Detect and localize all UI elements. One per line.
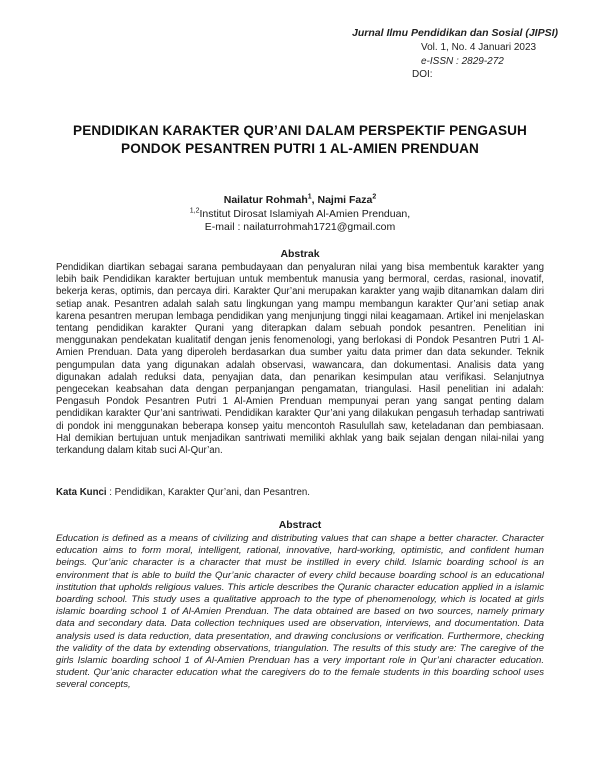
- journal-name: Jurnal Ilmu Pendidikan dan Sosial (JIPSI): [352, 27, 558, 39]
- abstrak-heading: Abstrak: [280, 248, 320, 260]
- affiliation: [0, 208, 600, 220]
- author-affiliation-mark: 1: [307, 193, 312, 201]
- author-name: Nailatur Rohmah: [223, 194, 308, 206]
- title-line-2: PONDOK PESANTREN PUTRI 1 AL-AMIEN PRENDUAN: [121, 141, 479, 156]
- author-name: Najmi Faza: [317, 194, 373, 206]
- author-email: E-mail : nailaturrohmah1721@gmail.com: [204, 221, 396, 233]
- keywords-text: : Pendidikan, Karakter Qur’ani, dan Pesantren.: [106, 487, 310, 498]
- paper-title: [40, 122, 560, 158]
- author-separator: ,: [311, 194, 318, 206]
- abstrak-text: Pendidikan diartikan sebagai sarana pembudayaan dan penyaluran nilai yang bisa membentuk karakter yang lebih baik Pendidikan karakter bertujuan untuk membentuk manusia yang bermoral, cerdas, rasional, inovatif, bekerja keras, optimis, dan percaya diri. Karakter Qur’ani merupakan karakter yang wajib ditanamkan dalam diri setiap anak. Pesantren adalah salah satu lingkungan yang mampu membangun karakter Qur’ani setiap anak karena pesantren merupan lembaga pendidikan yang menjunjung tinggi nilai keagamaan. Artikel ini menjelaskan tentang pendidikan karakter Qurani yang diterapkan dalam sebuah pondok pesantren. Penelitian ini menggunakan pendekatan kualitatif dengan jenis fenomenologi, yang berlokasi di Pondok Pesantren Putri 1 Al-Amien Prenduan. Data yang diperoleh berdasarkan dua sumber yaitu data primer dan data sekunder. Teknik pengumpulan data yang digunakan adalah observasi, wawancara, dan dokumentasi. Analisis data yang digunakan adalah reduksi data, penyajian data, dan penarikan kesimpulan atau verifikasi. Selanjutnya pengecekan keabsahan data dengan perpanjangan pengamatan, triangulasi. Hasil penelitian ini adalah: Pengasuh Pondok Pesantren Putri 1 Al-Amien Prenduan mempunyai peran yang sangat penting dalam pendidikan karakter Qur’ani santriwati. Pendidikan karakter Qur’ani yang dilakukan pengasuh terhadap santriwati di pondok ini menggunakan beberapa konsep yaitu mencontoh Rasulullah saw, keteladanan dan pembiasaan. Hal demikian bertujuan untuk menjadikan santriwati memiliki akhlak yang baik sejalan dengan nilai-nilai yang terkandung dalam kitab suci Al-Qur’an.: [56, 262, 544, 457]
- keywords-label: Kata Kunci: [56, 487, 107, 498]
- keywords: [56, 487, 544, 498]
- affiliation-mark: 1,2: [189, 207, 200, 215]
- author-list: [0, 194, 600, 206]
- abstract-text: Education is defined as a means of civilizing and distributing values that can shape a better character. Character education aims to form moral, intelligent, rational, innovative, hard-working, optimistic, and confident human beings. Qur’anic character is a character that must be instilled in every child. Islamic boarding school is an environment that is able to build the Qur’anic character of every child because boarding school is an educational institution that upholds religious values. This article describes the Quranic character education applied in a islamic boarding school. This study uses a qualitative approach to the type of phenomenology, which is located at girls islamic boarding school 1 of Al-Amien Prenduan. The data obtained are based on two sources, namely primary data and secondary data. Data collection techniques used are observation, interviews, and documentation. Data analysis used is data reduction, data presentation, and drawing conclusions or verification. Furthermore, checking the validity of the data by extending observations, triangulation. The results of this study are: The caregive of the girls Islamic boarding school 1 of Al-Amien Prenduan has a very important role in Qur’ani character education. student. Qur’anic character education what the caregivers do to the female students in this boarding school uses several concepts,: [56, 533, 544, 691]
- affiliation-text: Institut Dirosat Islamiyah Al-Amien Prenduan,: [199, 208, 411, 220]
- volume-info: Vol. 1, No. 4 Januari 2023: [421, 42, 537, 53]
- doi-label: DOI:: [412, 69, 433, 80]
- issn-info: e-ISSN : 2829-272: [421, 56, 504, 67]
- author-affiliation-mark: 2: [372, 193, 377, 201]
- abstract-heading: Abstract: [278, 519, 322, 531]
- title-line-1: PENDIDIKAN KARAKTER QUR’ANI DALAM PERSPEKTIF PENGASUH: [73, 123, 527, 138]
